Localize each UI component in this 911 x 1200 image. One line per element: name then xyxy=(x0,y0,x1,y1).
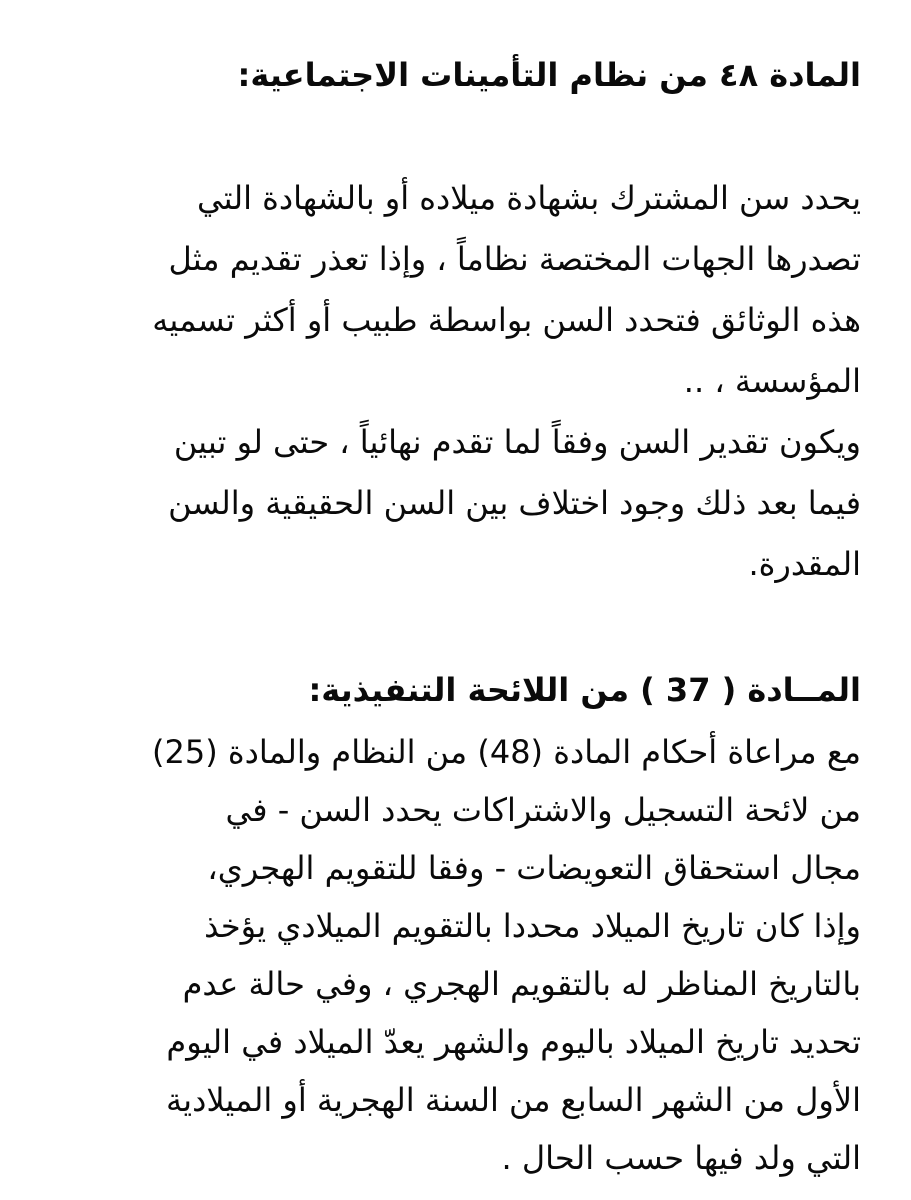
article-48-heading: المادة ٤٨ من نظام التأمينات الاجتماعية: xyxy=(237,56,861,94)
paragraph-line: وإذا كان تاريخ الميلاد محددا بالتقويم الميلادي يؤخذ xyxy=(204,907,861,945)
paragraph-line: يحدد سن المشترك بشهادة ميلاده أو بالشهادة التي xyxy=(196,179,861,217)
paragraph-line: المؤسسة ، .. xyxy=(683,362,861,400)
paragraph-line: تصدرها الجهات المختصة نظاماً ، وإذا تعذر تقديم مثل xyxy=(168,240,861,278)
paragraph-line: الأول من الشهر السابع من السنة الهجرية أو الميلادية xyxy=(166,1081,861,1119)
paragraph-line: فيما بعد ذلك وجود اختلاف بين السن الحقيقية والسن xyxy=(168,484,861,522)
paragraph-line: هذه الوثائق فتحدد السن بواسطة طبيب أو أكثر تسميه xyxy=(152,301,861,339)
regulation-37-section xyxy=(42,657,861,1187)
article-48-section xyxy=(42,42,861,595)
paragraph-line: تحديد تاريخ الميلاد باليوم والشهر يعدّ الميلاد في اليوم xyxy=(166,1023,861,1061)
regulation-37-heading: المــادة ( 37 ) من اللائحة التنفيذية: xyxy=(308,671,861,709)
paragraph-line: من لائحة التسجيل والاشتراكات يحدد السن - في xyxy=(225,791,861,829)
paragraph-line: بالتاريخ المناظر له بالتقويم الهجري ، وفي حالة عدم xyxy=(182,965,861,1003)
paragraph-line: مع مراعاة أحكام المادة (48) من النظام والمادة (25) xyxy=(152,733,861,771)
spacer xyxy=(42,595,861,657)
paragraph-line: ويكون تقدير السن وفقاً لما تقدم نهائياً ، حتى لو تبين xyxy=(173,423,861,461)
paragraph-line: المقدرة. xyxy=(748,545,861,583)
paragraph-line: مجال استحقاق التعويضات - وفقا للتقويم الهجري، xyxy=(207,849,861,887)
paragraph-line: التي ولد فيها حسب الحال . xyxy=(501,1139,861,1177)
spacer xyxy=(42,108,861,168)
